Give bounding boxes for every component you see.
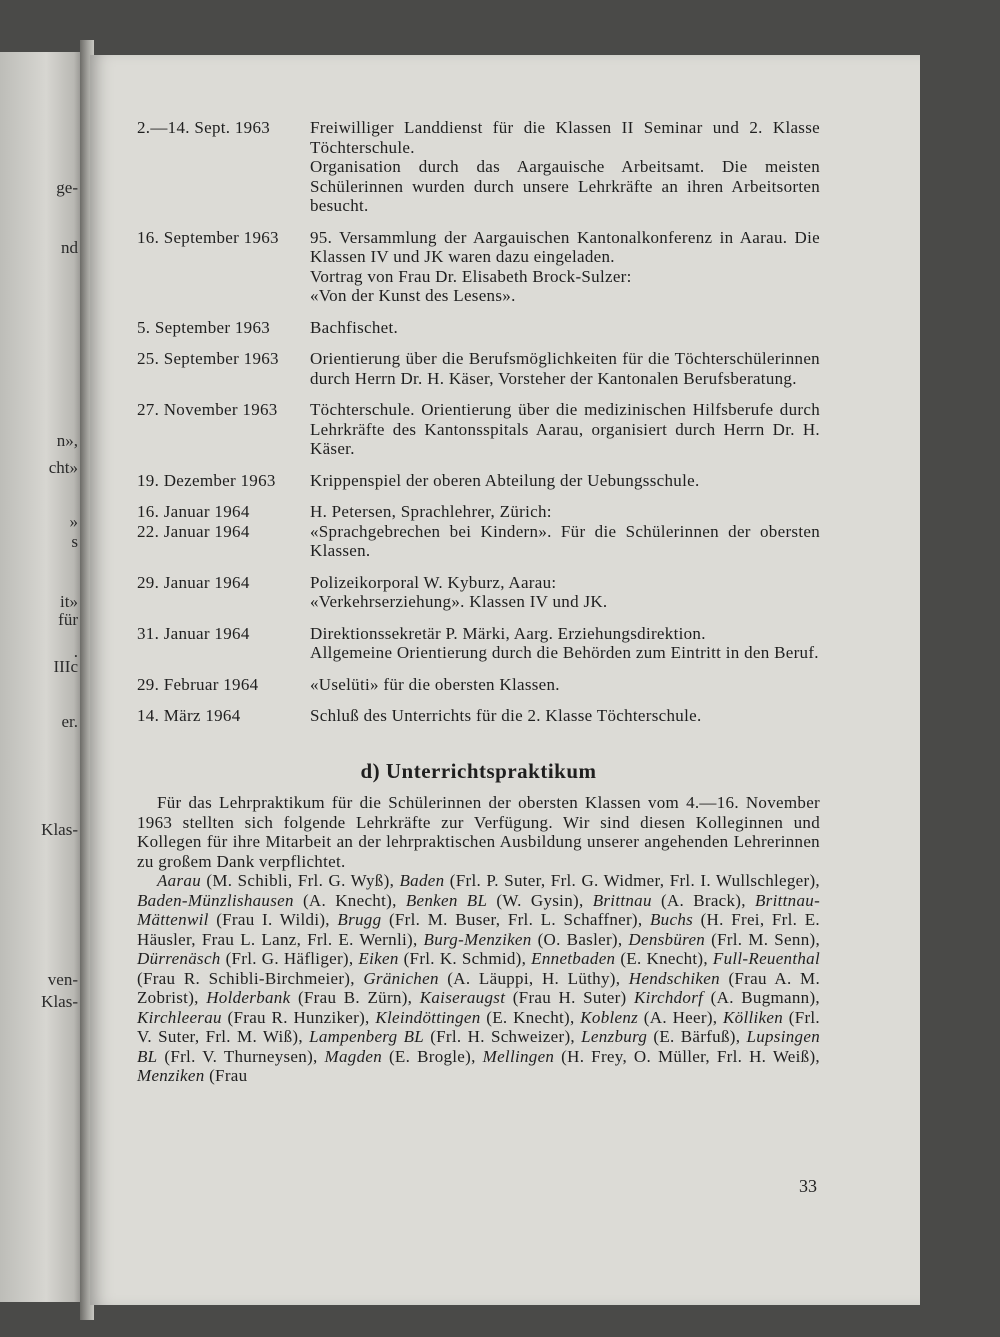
book-page xyxy=(90,55,920,1305)
page-number: 33 xyxy=(799,1176,817,1196)
entry-date: 2.—14. Sept. 1963 xyxy=(137,118,271,137)
place-name: Densbüren xyxy=(628,929,706,949)
entry-description xyxy=(310,706,820,726)
place-teachers: (A. Läuppi, H. Lüthy), xyxy=(438,968,629,988)
place-name: Kirchdorf xyxy=(634,988,704,1007)
section-heading: d) Unterrichtspraktikum xyxy=(360,758,597,783)
place-teachers: (Frau H. Suter) xyxy=(505,988,635,1007)
place-teachers: (E. Bärfuß), xyxy=(647,1027,747,1046)
schedule-entry xyxy=(137,118,820,216)
schedule-entry xyxy=(137,228,820,306)
entry-line: Direktionssekretär P. Märki, Aarg. Erziehungsdirektion. xyxy=(310,623,706,643)
entry-line: «Von der Kunst des Lesens». xyxy=(310,286,516,305)
place-teachers: (Frau R. Schibli-Birchmeier), xyxy=(137,968,364,988)
schedule-entry xyxy=(137,400,820,459)
place-teachers: (A. Heer), xyxy=(638,1007,724,1027)
schedule-entry xyxy=(137,349,820,388)
entry-line: Bachfischet. xyxy=(310,317,399,337)
entry-description xyxy=(310,502,820,561)
place-teachers: (Frau A. M. Zobrist), xyxy=(137,968,820,1007)
schedule-entry xyxy=(137,502,820,561)
place-teachers: (Frl. P. Suter, Frl. G. Widmer, Frl. I. Wullschleger), xyxy=(444,871,820,890)
place-name: Kirchleerau xyxy=(137,1007,222,1027)
place-teachers: (Frl. M. Senn), xyxy=(705,929,821,949)
entry-line: H. Petersen, Sprachlehrer, Zürich: xyxy=(310,502,552,521)
place-teachers: (E. Knecht), xyxy=(615,949,713,968)
margin-fragment: ge- xyxy=(56,178,78,197)
place-teachers: (A. Knecht), xyxy=(293,890,406,910)
place-teachers: (E. Knecht), xyxy=(480,1007,581,1027)
place-name: Lupsingen BL xyxy=(137,1027,820,1066)
place-teachers: (M. Schibli, Frl. G. Wyß), xyxy=(201,871,400,890)
page-text xyxy=(137,118,820,1086)
schedule-entry xyxy=(137,624,820,663)
entry-line: Vortrag von Frau Dr. Elisabeth Brock-Sulzer: xyxy=(310,266,632,286)
previous-page-edge xyxy=(0,52,84,1302)
margin-fragment: s xyxy=(71,532,78,551)
place-name: Koblenz xyxy=(580,1007,639,1027)
entry-description xyxy=(310,400,820,459)
place-name: Burg-Menziken xyxy=(423,929,532,949)
margin-fragment: n», xyxy=(56,431,78,450)
entry-date: 5. September 1963 xyxy=(137,317,271,337)
entry-description xyxy=(310,118,820,216)
entry-line: 95. Versammlung der Aargauischen Kantonalkonferenz in Aarau. Die Klassen IV und JK waren dazu eingeladen. xyxy=(310,227,820,266)
margin-fragment: Klas- xyxy=(41,992,78,1011)
entry-date: 27. November 1963 xyxy=(137,400,278,419)
entry-line: Töchterschule. Orientierung über die medizinischen Hilfsberufe durch Lehrkräfte des Kantonsspitals Aarau, organisiert durch Herrn Dr. H. Käser. xyxy=(310,400,820,458)
schedule-entry xyxy=(137,573,820,612)
entry-date: 29. Februar 1964 xyxy=(137,674,259,694)
place-name: Ennetbaden xyxy=(531,949,616,968)
placements-paragraph xyxy=(137,871,820,1086)
place-teachers: (W. Gysin), xyxy=(487,890,593,910)
place-teachers: (A. Bugmann), xyxy=(703,988,820,1007)
entry-line: «Verkehrserziehung». Klassen IV und JK. xyxy=(310,592,608,611)
place-name: Lampenberg BL xyxy=(309,1027,425,1046)
entry-line: «Uselüti» für die obersten Klassen. xyxy=(310,674,560,694)
entry-line: «Sprachgebrechen bei Kindern». Für die Schülerinnen der obersten Klassen. xyxy=(310,521,820,560)
entry-date: 16. September 1963 xyxy=(137,227,279,247)
place-name: Buchs xyxy=(650,910,694,929)
place-teachers: (H. Frei, Frl. E. Häusler, Frau L. Lanz, Frl. E. Wernli), xyxy=(137,910,820,949)
place-teachers: (Frl. V. Suter, Frl. M. Wiß), xyxy=(137,1007,820,1046)
place-name: Holderbank xyxy=(206,988,291,1007)
entry-line: Organisation durch das Aargauische Arbeitsamt. Die meisten Schülerinnen wurden durch unsere Lehrkräfte an ihren Arbeitsorten besucht. xyxy=(310,157,820,215)
margin-fragment: nd xyxy=(61,238,78,257)
entry-description xyxy=(310,318,820,338)
entry-date: 29. Januar 1964 xyxy=(137,572,250,592)
place-name: Full-Reuenthal xyxy=(712,949,821,968)
place-name: Kaiseraugst xyxy=(419,988,506,1007)
entry-date: 25. September 1963 xyxy=(137,349,279,368)
place-name: Kleindöttingen xyxy=(375,1007,481,1027)
place-teachers: (Frau xyxy=(204,1066,248,1085)
schedule-entry xyxy=(137,675,820,695)
entry-line: Freiwilliger Landdienst für die Klassen II Seminar und 2. Klasse Töchterschule. xyxy=(310,118,820,157)
place-name: Brugg xyxy=(337,910,382,929)
entry-line: Krippenspiel der oberen Abteilung der Uebungsschule. xyxy=(310,470,700,490)
place-name: Baden xyxy=(399,871,445,890)
margin-fragment: cht» xyxy=(48,458,78,477)
place-teachers: (Frl. M. Buser, Frl. L. Schaffner), xyxy=(381,910,650,929)
margin-fragment: » xyxy=(69,512,78,531)
place-name: Brittnau-Mättenwil xyxy=(137,890,821,929)
place-name: Baden-Münzlishausen xyxy=(137,890,294,910)
intro-paragraph: Für das Lehrpraktikum für die Schülerinnen der obersten Klassen vom 4.—16. November 1963 stellten sich folgende Lehrkräfte zur Verfügung. Wir sind diesen Kolleginnen und Kollegen für ihre Mitarbeit an der lehrpraktischen Ausbildung unserer angehenden Lehrerinnen zu großem Dank verpflichtet. xyxy=(137,793,820,871)
place-name: Hendschiken xyxy=(628,968,720,988)
place-name: Kölliken xyxy=(723,1007,784,1027)
entry-date: 14. März 1964 xyxy=(137,706,241,725)
margin-fragment: Klas- xyxy=(41,820,78,839)
margin-fragment: er. xyxy=(61,712,78,731)
place-teachers: (Frl. G. Häfliger), xyxy=(220,949,359,968)
schedule-entry xyxy=(137,471,820,491)
entry-line: Allgemeine Orientierung durch die Behörden zum Eintritt in den Beruf. xyxy=(310,643,819,662)
place-teachers: (A. Brack), xyxy=(651,890,755,910)
place-teachers: (Frau I. Wildi), xyxy=(208,910,338,929)
place-teachers: (O. Basler), xyxy=(531,929,629,949)
entry-description xyxy=(310,675,820,695)
margin-fragment: it» xyxy=(60,592,78,611)
margin-fragment: IIIc xyxy=(53,657,78,676)
entry-date: 19. Dezember 1963 xyxy=(137,470,276,490)
schedule-entry xyxy=(137,706,820,726)
entry-description xyxy=(310,471,820,491)
place-name: Lenzburg xyxy=(581,1027,648,1046)
place-name: Dürrenäsch xyxy=(137,949,221,968)
entry-line: Orientierung über die Berufsmöglichkeiten für die Töchterschülerinnen durch Herrn Dr. H. Käser, Vorsteher der Kantonalen Berufsberatung. xyxy=(310,349,820,388)
place-teachers: (Frl. H. Schweizer), xyxy=(424,1027,582,1046)
entry-description xyxy=(310,573,820,612)
margin-fragment: ven- xyxy=(47,970,78,989)
place-name: Gränichen xyxy=(363,968,439,988)
place-name: Menziken xyxy=(137,1066,205,1085)
entry-description xyxy=(310,349,820,388)
schedule-list xyxy=(137,118,820,726)
place-name: Brittnau xyxy=(592,890,652,910)
margin-fragment: für xyxy=(58,610,78,629)
place-teachers: (Frl. V. Thurneysen), xyxy=(157,1046,325,1066)
place-teachers: (Frl. K. Schmid), xyxy=(398,949,532,968)
entry-description xyxy=(310,228,820,306)
entry-line: Schluß des Unterrichts für die 2. Klasse Töchterschule. xyxy=(310,706,702,725)
place-name: Benken BL xyxy=(405,890,488,910)
place-name: Mellingen xyxy=(482,1046,555,1066)
place-teachers: (Frau R. Hunziker), xyxy=(221,1007,376,1027)
place-name: Aarau xyxy=(157,871,201,890)
place-teachers: (H. Frey, O. Müller, Frl. H. Weiß), xyxy=(554,1046,820,1066)
entry-line: Polizeikorporal W. Kyburz, Aarau: xyxy=(310,572,557,592)
entry-date: 31. Januar 1964 xyxy=(137,623,250,643)
schedule-entry xyxy=(137,318,820,338)
place-name: Magden xyxy=(324,1046,383,1066)
place-teachers: (E. Brogle), xyxy=(382,1046,483,1066)
margin-fragment: . xyxy=(73,642,78,661)
entry-date: 16. Januar 1964 22. Januar 1964 xyxy=(137,502,250,541)
place-teachers: (Frau B. Zürn), xyxy=(290,988,420,1007)
entry-description xyxy=(310,624,820,663)
place-name: Eiken xyxy=(358,949,399,968)
